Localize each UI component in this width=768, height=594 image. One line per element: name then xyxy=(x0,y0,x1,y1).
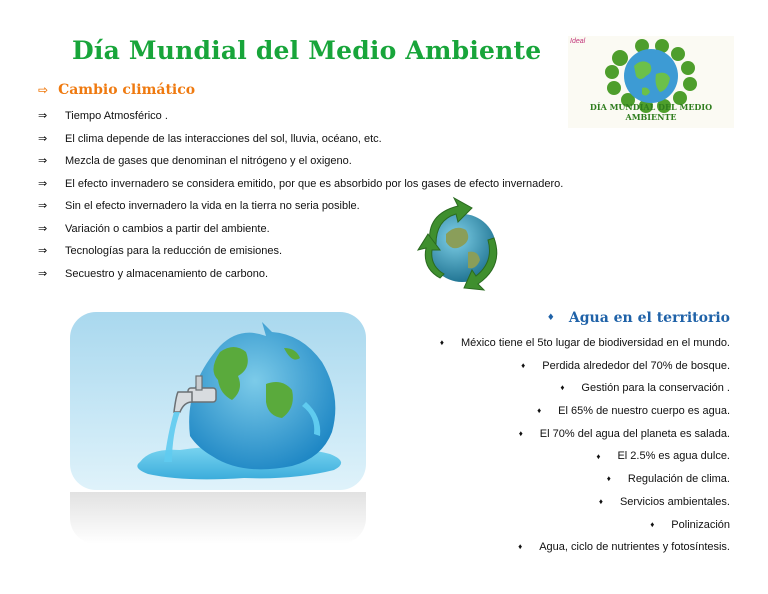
arrow-right-icon: ⇒ xyxy=(38,154,48,167)
page-title: Día Mundial del Medio Ambiente xyxy=(72,36,542,65)
list-item-text: Perdida alrededor del 70% de bosque. xyxy=(542,359,730,372)
diamond-icon: ♦ xyxy=(596,451,601,461)
list-item xyxy=(440,472,730,495)
recycling-globe-image xyxy=(410,194,514,298)
arrow-right-icon: ⇒ xyxy=(38,244,48,257)
list-item-text: El efecto invernadero se considera emitido, por que es absorbido por los gases de efecto invernadero. xyxy=(65,177,564,190)
list-item-text: El clima depende de las interacciones del sol, lluvia, océano, etc. xyxy=(65,132,382,145)
diamond-icon: ♦ xyxy=(439,338,444,348)
section-heading-text: Cambio climático xyxy=(58,82,196,98)
list-item-text: El 70% del agua del planeta es salada. xyxy=(539,427,730,440)
list-item xyxy=(440,336,730,359)
section-heading-agua xyxy=(547,310,730,326)
list-item xyxy=(440,404,730,427)
arrow-right-icon: ⇒ xyxy=(38,199,48,212)
list-item xyxy=(38,132,563,155)
arrow-right-icon: ⇒ xyxy=(38,221,48,235)
list-item-text: Secuestro y almacenamiento de carbono. xyxy=(65,267,269,280)
list-item-text: Tiempo Atmosférico . xyxy=(65,110,168,122)
list-item xyxy=(440,381,730,404)
image-reflection xyxy=(70,492,366,544)
logo-caption: DÍA MUNDIAL DEL MEDIO AMBIENTE xyxy=(589,102,713,122)
diamond-icon: ♦ xyxy=(518,428,523,438)
list-item-text: El 2.5% es agua dulce. xyxy=(617,450,730,463)
list-item-text: Agua, ciclo de nutrientes y fotosíntesis. xyxy=(539,541,730,554)
list-item-text: Regulación de clima. xyxy=(627,473,730,486)
list-item-text: México tiene el 5to lugar de biodiversidad en el mundo. xyxy=(460,337,730,349)
section-heading-text: Agua en el territorio xyxy=(568,310,730,326)
diamond-icon: ♦ xyxy=(560,383,565,393)
list-item-text: Polinización xyxy=(671,518,730,531)
list-item-text: Gestión para la conservación . xyxy=(581,382,730,395)
list-item-text: Variación o cambios a partir del ambiente. xyxy=(65,222,270,235)
earth-faucet-image xyxy=(70,312,366,490)
diamond-icon: ♦ xyxy=(521,360,526,370)
arrow-right-icon: ⇒ xyxy=(38,266,48,280)
diamond-icon: ♦ xyxy=(598,496,603,506)
list-item xyxy=(440,518,730,541)
arrow-right-icon: ⇒ xyxy=(38,176,48,190)
arrow-right-icon: ⇨ xyxy=(38,83,49,97)
diamond-icon: ♦ xyxy=(606,474,611,484)
arrow-right-icon: ⇒ xyxy=(38,109,48,122)
diamond-icon: ♦ xyxy=(546,313,555,323)
water-territory-list xyxy=(440,336,730,563)
arrow-right-icon: ⇒ xyxy=(38,131,48,145)
logo-brand: Ideal xyxy=(570,38,586,45)
list-item xyxy=(440,449,730,472)
list-item-text: Servicios ambientales. xyxy=(619,495,730,508)
list-item-text: Mezcla de gases que denominan el nitrógeno y el oxigeno. xyxy=(65,155,352,167)
list-item-text: Sin el efecto invernadero la vida en la tierra no seria posible. xyxy=(65,200,360,212)
section-heading-cambio-climatico xyxy=(38,82,195,98)
list-item xyxy=(38,109,563,132)
list-item xyxy=(38,154,563,177)
list-item xyxy=(440,540,730,563)
diamond-icon: ♦ xyxy=(518,542,523,552)
list-item xyxy=(440,495,730,518)
diamond-icon: ♦ xyxy=(537,406,542,416)
list-item xyxy=(440,427,730,450)
list-item-text: El 65% de nuestro cuerpo es agua. xyxy=(558,405,730,418)
list-item-text: Tecnologías para la reducción de emisiones. xyxy=(65,245,283,257)
diamond-icon: ♦ xyxy=(650,519,655,529)
earth-faucet-icon xyxy=(70,312,366,490)
environment-day-logo xyxy=(568,36,734,128)
list-item xyxy=(440,359,730,382)
